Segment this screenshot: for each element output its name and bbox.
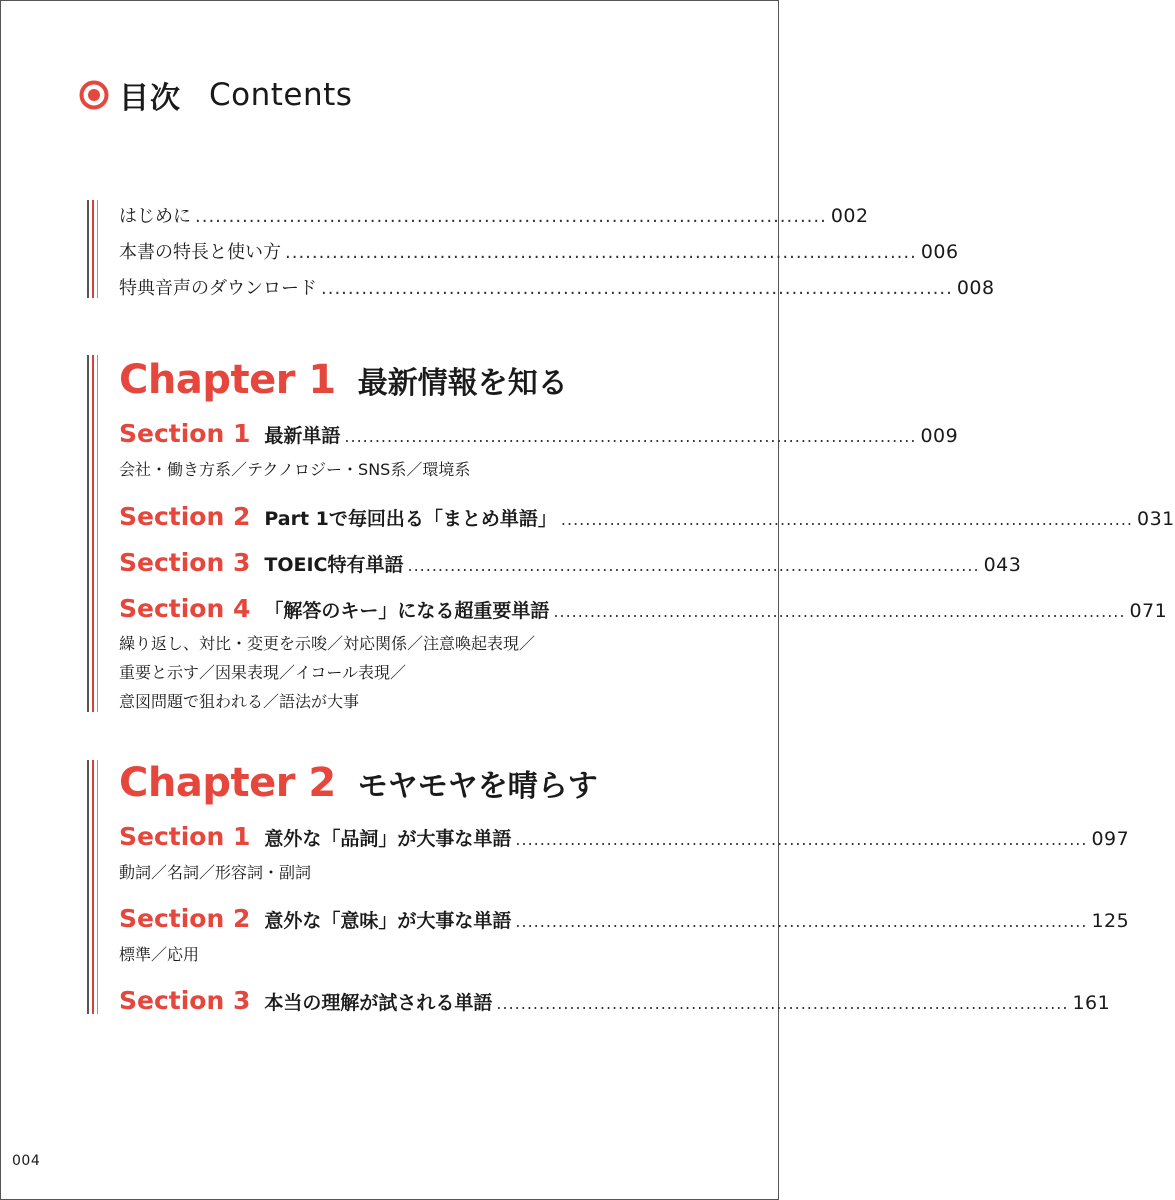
section-subtopics: 重要と示す／因果表現／イコール表現／ xyxy=(119,663,407,682)
section-entry[interactable] xyxy=(119,904,1130,933)
page-number: 043 xyxy=(983,554,1022,576)
section-entry[interactable] xyxy=(119,594,1168,623)
section-title: 「解答のキー」になる超重要単語 xyxy=(264,600,550,622)
page-number: 006 xyxy=(920,241,959,263)
section-label: Section 1 xyxy=(119,419,251,448)
chapter-heading xyxy=(119,357,568,403)
page-number: 125 xyxy=(1091,910,1130,932)
page-number: 002 xyxy=(830,205,869,227)
section-label: Section 4 xyxy=(119,594,251,623)
section-title: 意外な「品詞」が大事な単語 xyxy=(264,828,512,850)
toc-entry[interactable] xyxy=(119,202,869,228)
chapter-title: モヤモヤを晴らす xyxy=(357,769,598,804)
toc-entry-label: 特典音声のダウンロード xyxy=(119,278,317,299)
page-number: 161 xyxy=(1072,992,1111,1014)
dot-leader: .............................................................................................. xyxy=(553,602,1126,621)
section-entry[interactable] xyxy=(119,548,1022,577)
section-label: Section 3 xyxy=(119,548,251,577)
toc-entry[interactable] xyxy=(119,274,995,300)
page-number: 031 xyxy=(1136,508,1175,530)
toc-entry-label: はじめに xyxy=(119,206,191,227)
section-title: 本当の理解が試される単語 xyxy=(264,992,493,1014)
section-title: 最新単語 xyxy=(264,425,341,447)
page-number: 009 xyxy=(920,425,959,447)
toc-entry[interactable] xyxy=(119,238,959,264)
section-entry[interactable] xyxy=(119,419,959,448)
dot-leader: .............................................................................................. xyxy=(515,912,1088,931)
section-title: TOEIC特有単語 xyxy=(264,554,404,576)
page-number: 008 xyxy=(956,277,995,299)
section-label: Section 1 xyxy=(119,822,251,851)
folio-page-number: 004 xyxy=(12,1153,41,1169)
toc-entry-label: 本書の特長と使い方 xyxy=(119,242,281,263)
section-subtopics: 動詞／名詞／形容詞・副詞 xyxy=(119,863,312,882)
section-entry[interactable] xyxy=(119,502,1175,531)
margin-bars xyxy=(87,355,99,712)
section-label: Section 2 xyxy=(119,904,251,933)
chapter-heading xyxy=(119,760,598,806)
dot-leader: .............................................................................................. xyxy=(195,206,827,227)
page-title xyxy=(79,73,352,117)
section-subtopics: 意図問題で狙われる／語法が大事 xyxy=(119,692,360,711)
chapter-label: Chapter 1 xyxy=(119,357,336,403)
dot-leader: .............................................................................................. xyxy=(560,510,1133,529)
section-subtopics: 会社・働き方系／テクノロジー・SNS系／環境系 xyxy=(119,460,471,479)
page-number: 071 xyxy=(1129,600,1168,622)
chapter-label: Chapter 2 xyxy=(119,760,336,806)
section-title: Part 1で毎回出る「まとめ単語」 xyxy=(264,508,557,530)
dot-leader: .............................................................................................. xyxy=(496,994,1069,1013)
margin-bars xyxy=(87,760,99,1014)
title-english: Contents xyxy=(209,77,353,113)
section-title: 意外な「意味」が大事な単語 xyxy=(264,910,512,932)
section-subtopics: 繰り返し、対比・変更を示唆／対応関係／注意喚起表現／ xyxy=(119,634,536,653)
section-subtopics: 標準／応用 xyxy=(119,945,200,964)
dot-leader: .............................................................................................. xyxy=(344,427,917,446)
title-japanese: 目次 xyxy=(119,81,181,116)
dot-leader: .............................................................................................. xyxy=(285,242,917,263)
target-icon xyxy=(79,80,109,110)
section-label: Section 3 xyxy=(119,986,251,1015)
dot-leader: .............................................................................................. xyxy=(407,556,980,575)
margin-bars xyxy=(87,200,99,298)
section-entry[interactable] xyxy=(119,986,1111,1015)
page-number: 097 xyxy=(1091,828,1130,850)
chapter-title: 最新情報を知る xyxy=(357,366,568,401)
dot-leader: .............................................................................................. xyxy=(515,830,1088,849)
section-label: Section 2 xyxy=(119,502,251,531)
section-entry[interactable] xyxy=(119,822,1130,851)
dot-leader: .............................................................................................. xyxy=(321,278,953,299)
